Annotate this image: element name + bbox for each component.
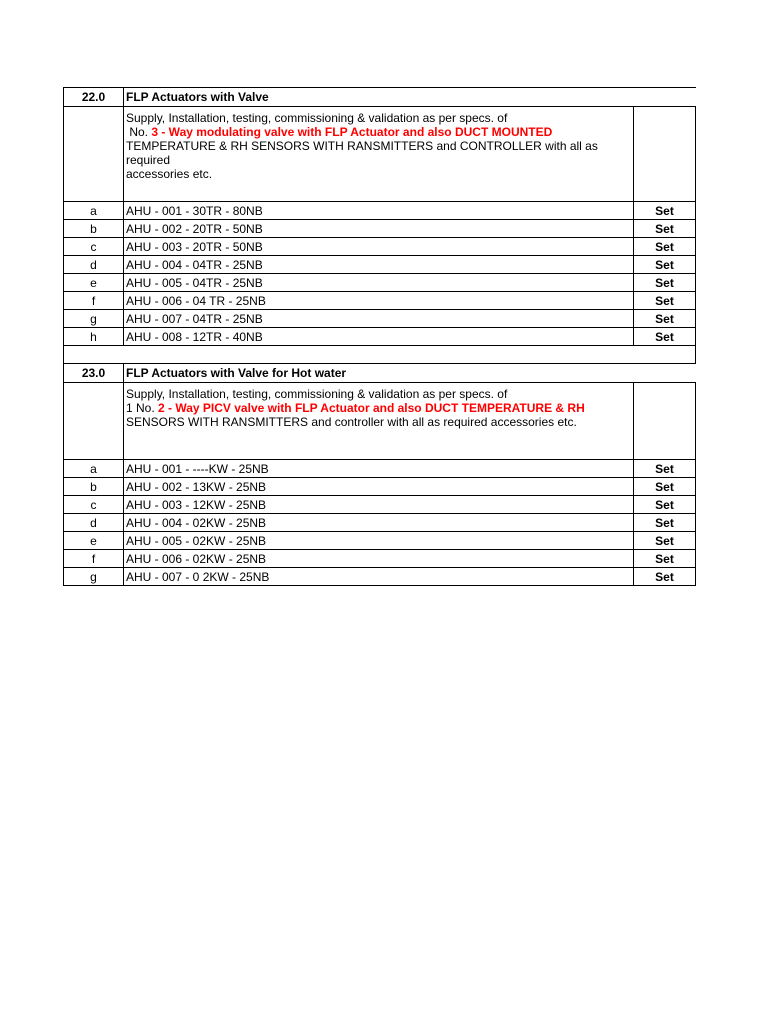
table-row (64, 310, 696, 328)
item-description[interactable]: AHU - 008 - 12TR - 40NB (124, 328, 634, 346)
item-unit[interactable]: Set (634, 310, 696, 328)
item-description[interactable]: AHU - 003 - 12KW - 25NB (124, 496, 634, 514)
table-row (64, 238, 696, 256)
item-letter[interactable]: b (64, 220, 124, 238)
item-unit[interactable]: Set (634, 220, 696, 238)
description-line: TEMPERATURE & RH SENSORS WITH RANSMITTERS and CONTROLLER with all as required (126, 139, 598, 167)
description-prefix: No. (126, 125, 152, 139)
section-description-cell[interactable] (124, 107, 634, 202)
table-row (64, 514, 696, 532)
item-unit[interactable]: Set (634, 478, 696, 496)
description-highlight: 2 - Way PICV valve with FLP Actuator and also DUCT TEMPERATURE & RH (158, 401, 585, 415)
description-line: accessories etc. (126, 167, 213, 181)
empty-cell[interactable] (634, 346, 696, 364)
empty-cell[interactable] (634, 107, 696, 202)
spacer-row (64, 346, 696, 364)
item-description[interactable]: AHU - 007 - 0 2KW - 25NB (124, 568, 634, 586)
item-description[interactable]: AHU - 005 - 04TR - 25NB (124, 274, 634, 292)
section-number[interactable]: 23.0 (64, 364, 124, 383)
item-description[interactable]: AHU - 003 - 20TR - 50NB (124, 238, 634, 256)
item-letter[interactable]: f (64, 550, 124, 568)
empty-cell[interactable] (634, 364, 696, 383)
description-line: SENSORS WITH RANSMITTERS and controller with all as required accessories etc. (126, 415, 577, 429)
description-line (126, 401, 631, 415)
table-row (64, 256, 696, 274)
item-letter[interactable]: f (64, 292, 124, 310)
section-title[interactable]: FLP Actuators with Valve (124, 88, 634, 107)
table-row (64, 220, 696, 238)
empty-cell[interactable] (64, 383, 124, 460)
item-letter[interactable]: d (64, 256, 124, 274)
item-letter[interactable]: c (64, 496, 124, 514)
item-unit[interactable]: Set (634, 514, 696, 532)
table-row (64, 478, 696, 496)
table-row (64, 460, 696, 478)
table-row (64, 328, 696, 346)
item-description[interactable]: AHU - 002 - 13KW - 25NB (124, 478, 634, 496)
description-prefix: 1 No. (126, 401, 159, 415)
section-header-row (64, 88, 696, 107)
item-unit[interactable]: Set (634, 550, 696, 568)
item-description[interactable]: AHU - 004 - 02KW - 25NB (124, 514, 634, 532)
description-line: Supply, Installation, testing, commissioning & validation as per specs. of (126, 387, 508, 401)
item-letter[interactable]: e (64, 532, 124, 550)
item-description[interactable]: AHU - 007 - 04TR - 25NB (124, 310, 634, 328)
section-description-cell[interactable] (124, 383, 634, 460)
item-letter[interactable]: h (64, 328, 124, 346)
item-letter[interactable]: b (64, 478, 124, 496)
empty-cell[interactable] (124, 346, 634, 364)
item-description[interactable]: AHU - 005 - 02KW - 25NB (124, 532, 634, 550)
description-line (126, 125, 631, 139)
empty-cell[interactable] (634, 88, 696, 107)
item-description[interactable]: AHU - 001 - ----KW - 25NB (124, 460, 634, 478)
description-highlight: 3 - Way modulating valve with FLP Actuator and also DUCT MOUNTED (151, 125, 553, 139)
item-description[interactable]: AHU - 006 - 04 TR - 25NB (124, 292, 634, 310)
empty-cell[interactable] (64, 346, 124, 364)
item-description[interactable]: AHU - 004 - 04TR - 25NB (124, 256, 634, 274)
table-row (64, 496, 696, 514)
item-letter[interactable]: c (64, 238, 124, 256)
item-unit[interactable]: Set (634, 238, 696, 256)
table-row (64, 292, 696, 310)
item-unit[interactable]: Set (634, 274, 696, 292)
section-description-row (64, 107, 696, 202)
section-header-row (64, 364, 696, 383)
table-row (64, 202, 696, 220)
table-row (64, 274, 696, 292)
item-letter[interactable]: a (64, 460, 124, 478)
item-letter[interactable]: g (64, 568, 124, 586)
item-letter[interactable]: e (64, 274, 124, 292)
table-row (64, 550, 696, 568)
item-letter[interactable]: g (64, 310, 124, 328)
item-description[interactable]: AHU - 001 - 30TR - 80NB (124, 202, 634, 220)
item-unit[interactable]: Set (634, 568, 696, 586)
description-line: Supply, Installation, testing, commissioning & validation as per specs. of (126, 111, 508, 125)
item-unit[interactable]: Set (634, 496, 696, 514)
boq-table (63, 87, 696, 586)
item-description[interactable]: AHU - 006 - 02KW - 25NB (124, 550, 634, 568)
item-letter[interactable]: d (64, 514, 124, 532)
table-row (64, 532, 696, 550)
item-unit[interactable]: Set (634, 202, 696, 220)
item-unit[interactable]: Set (634, 256, 696, 274)
empty-cell[interactable] (634, 383, 696, 460)
empty-cell[interactable] (64, 107, 124, 202)
item-unit[interactable]: Set (634, 532, 696, 550)
item-letter[interactable]: a (64, 202, 124, 220)
item-unit[interactable]: Set (634, 328, 696, 346)
section-description-row (64, 383, 696, 460)
item-unit[interactable]: Set (634, 292, 696, 310)
section-title[interactable]: FLP Actuators with Valve for Hot water (124, 364, 634, 383)
item-description[interactable]: AHU - 002 - 20TR - 50NB (124, 220, 634, 238)
item-unit[interactable]: Set (634, 460, 696, 478)
section-number[interactable]: 22.0 (64, 88, 124, 107)
spreadsheet-sheet (63, 87, 695, 586)
table-row (64, 568, 696, 586)
